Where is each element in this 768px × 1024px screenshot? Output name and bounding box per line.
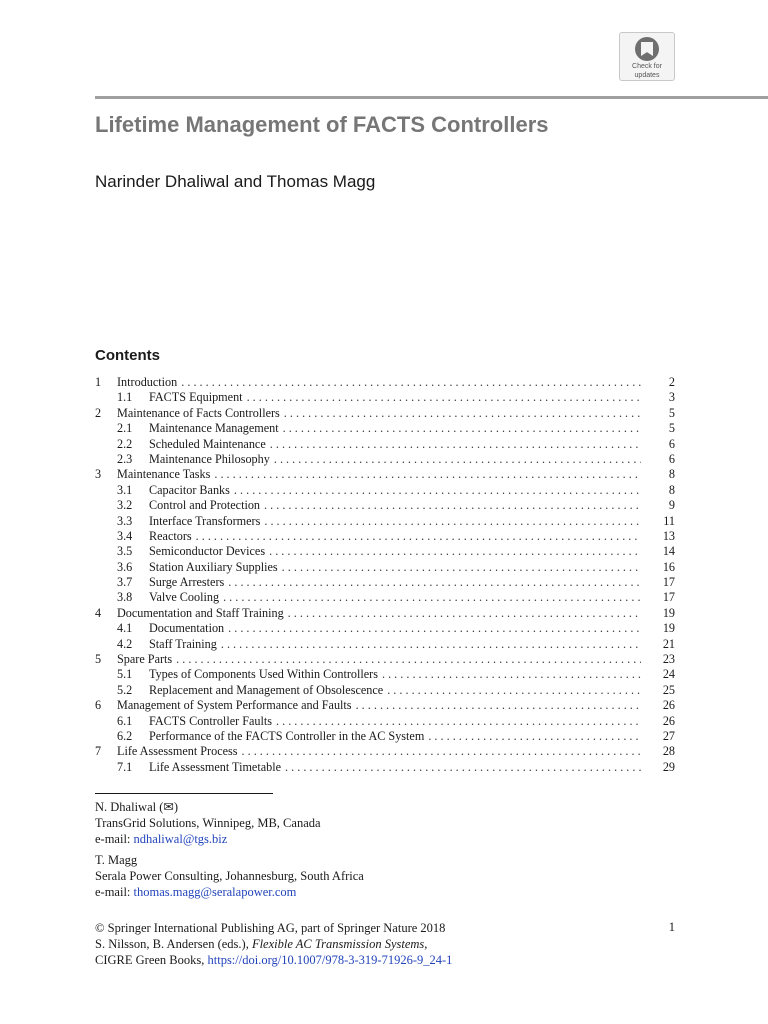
toc-leader-dots: [221, 637, 641, 652]
toc-number: 7.1: [117, 759, 133, 774]
author1-affiliation: TransGrid Solutions, Winnipeg, MB, Canada: [95, 816, 321, 830]
toc-entry[interactable]: [95, 683, 675, 698]
toc-page: 17: [662, 590, 675, 605]
book-citation-line: [95, 936, 452, 952]
toc-number: 6: [95, 698, 102, 713]
toc-number: 3.3: [117, 513, 133, 528]
toc-label: Life Assessment Timetable: [149, 759, 282, 774]
bookmark-icon: [635, 37, 659, 61]
toc-page: 23: [662, 652, 675, 667]
editors: S. Nilsson, B. Andersen (eds.),: [95, 937, 252, 951]
toc-entry[interactable]: [95, 544, 675, 559]
toc-label: Capacitor Banks: [149, 482, 230, 497]
toc-number: 5.2: [117, 682, 133, 697]
badge-line1: Check for: [632, 63, 662, 70]
toc-entry[interactable]: [95, 575, 675, 590]
doi-line: [95, 952, 452, 968]
toc-label: FACTS Equipment: [149, 390, 243, 405]
toc-leader-dots: [214, 467, 641, 482]
author1-email-link[interactable]: ndhaliwal@tgs.biz: [133, 832, 228, 846]
toc-label: Staff Training: [149, 636, 217, 651]
toc-page: 29: [662, 759, 675, 774]
toc-label: Scheduled Maintenance: [149, 436, 266, 451]
toc-number: 3.5: [117, 544, 133, 559]
toc-entry[interactable]: [95, 514, 675, 529]
toc-page: 11: [663, 513, 675, 528]
toc-label: Control and Protection: [149, 498, 261, 513]
toc-leader-dots: [242, 744, 641, 759]
toc-leader-dots: [382, 667, 641, 682]
toc-page: 5: [668, 405, 675, 420]
author2-name: T. Magg: [95, 853, 138, 867]
toc-page: 8: [668, 467, 675, 482]
series-name: CIGRE Green Books,: [95, 953, 208, 967]
toc-page: 26: [662, 713, 675, 728]
toc-label: FACTS Controller Faults: [149, 713, 273, 728]
toc-page: 3: [668, 390, 675, 405]
toc-number: 6.2: [117, 728, 133, 743]
toc-entry[interactable]: [95, 621, 675, 636]
toc-number: 3.6: [117, 559, 133, 574]
toc-label: Spare Parts: [117, 652, 173, 667]
toc-leader-dots: [270, 437, 641, 452]
toc-entry[interactable]: [95, 421, 675, 436]
toc-number: 2.2: [117, 436, 133, 451]
toc-leader-dots: [264, 514, 641, 529]
toc-entry[interactable]: [95, 406, 675, 421]
toc-entry[interactable]: [95, 667, 675, 682]
toc-number: 7: [95, 744, 102, 759]
toc-number: 3: [95, 467, 102, 482]
toc-number: 3.2: [117, 498, 133, 513]
toc-label: Maintenance of Facts Controllers: [117, 405, 280, 420]
toc-label: Semiconductor Devices: [149, 544, 266, 559]
toc-label: Valve Cooling: [149, 590, 220, 605]
toc-number: 4.2: [117, 636, 133, 651]
toc-leader-dots: [283, 421, 641, 436]
toc-page: 19: [662, 605, 675, 620]
toc-entry[interactable]: [95, 744, 675, 759]
book-title: Flexible AC Transmission Systems: [251, 937, 425, 951]
toc-number: 1.1: [117, 390, 133, 405]
toc-leader-dots: [285, 760, 641, 775]
toc-entry[interactable]: [95, 529, 675, 544]
toc-leader-dots: [282, 560, 641, 575]
copyright-block: [95, 920, 452, 968]
toc-number: 5.1: [117, 667, 133, 682]
email-prefix: e-mail:: [95, 832, 134, 846]
toc-label: Documentation: [149, 621, 225, 636]
toc-page: 25: [662, 682, 675, 697]
toc-page: 13: [662, 528, 675, 543]
toc-entry[interactable]: [95, 729, 675, 744]
toc-number: 4.1: [117, 621, 133, 636]
toc-number: 3.7: [117, 575, 133, 590]
toc-leader-dots: [228, 621, 641, 636]
toc-leader-dots: [428, 729, 641, 744]
toc-leader-dots: [269, 544, 641, 559]
author2-affiliation: Serala Power Consulting, Johannesburg, South Africa: [95, 869, 364, 883]
toc-leader-dots: [274, 452, 641, 467]
toc-leader-dots: [356, 698, 641, 713]
toc-leader-dots: [247, 390, 641, 405]
chapter-title: Lifetime Management of FACTS Controllers: [95, 112, 549, 137]
toc-entry[interactable]: [95, 652, 675, 667]
footnote-rule: [95, 793, 273, 794]
toc-label: Interface Transformers: [149, 513, 261, 528]
toc-entry[interactable]: [95, 714, 675, 729]
toc-label: Maintenance Philosophy: [149, 451, 270, 466]
toc-page: 16: [662, 559, 675, 574]
author2-email-link[interactable]: thomas.magg@seralapower.com: [133, 885, 297, 899]
toc-label: Documentation and Staff Training: [117, 605, 284, 620]
toc-label: Life Assessment Process: [117, 744, 238, 759]
toc-leader-dots: [228, 575, 641, 590]
toc-entry[interactable]: [95, 606, 675, 621]
toc-leader-dots: [196, 529, 641, 544]
toc-leader-dots: [264, 498, 641, 513]
toc-entry[interactable]: [95, 637, 675, 652]
toc-label: Reactors: [149, 528, 192, 543]
toc-number: 5: [95, 652, 102, 667]
toc-leader-dots: [181, 375, 641, 390]
toc-number: 4: [95, 605, 102, 620]
toc-number: 2.1: [117, 421, 133, 436]
doi-link[interactable]: https://doi.org/10.1007/978-3-319-71926-9_24-1: [207, 953, 453, 967]
toc-entry[interactable]: [95, 390, 675, 405]
toc-label: Surge Arresters: [149, 575, 225, 590]
toc-page: 14: [662, 544, 675, 559]
toc-page: 8: [668, 482, 675, 497]
toc-leader-dots: [223, 590, 641, 605]
toc-entry[interactable]: [95, 483, 675, 498]
email-prefix: e-mail:: [95, 885, 134, 899]
toc-label: Types of Components Used Within Controllers: [149, 667, 378, 682]
toc-page: 26: [662, 698, 675, 713]
toc-page: 21: [662, 636, 675, 651]
toc-label: Replacement and Management of Obsolescence: [149, 682, 384, 697]
page-number: 1: [668, 920, 675, 934]
toc-page: 6: [668, 436, 675, 451]
chapter-authors: Narinder Dhaliwal and Thomas Magg: [95, 172, 376, 191]
toc-entry[interactable]: [95, 467, 675, 482]
toc-page: 6: [668, 451, 675, 466]
toc-label: Maintenance Tasks: [117, 467, 211, 482]
toc-page: 28: [662, 744, 675, 759]
toc-number: 2.3: [117, 451, 133, 466]
author1-name: N. Dhaliwal (✉): [95, 800, 179, 814]
toc-number: 6.1: [117, 713, 133, 728]
toc-number: 2: [95, 405, 102, 420]
toc-leader-dots: [288, 606, 641, 621]
toc-entry[interactable]: [95, 437, 675, 452]
toc-page: 9: [668, 498, 675, 513]
toc-leader-dots: [284, 406, 641, 421]
toc-page: 24: [662, 667, 675, 682]
copyright-line: © Springer International Publishing AG, part of Springer Nature 2018: [95, 921, 446, 935]
toc-number: 3.1: [117, 482, 133, 497]
toc-page: 5: [668, 421, 675, 436]
toc-leader-dots: [276, 714, 641, 729]
author2-email-line: [95, 884, 296, 900]
comma: ,: [424, 937, 428, 951]
toc-entry[interactable]: [95, 560, 675, 575]
toc-entry[interactable]: [95, 590, 675, 605]
toc-page: 27: [662, 728, 675, 743]
check-for-updates-badge[interactable]: [619, 32, 675, 81]
toc-number: 1: [95, 375, 102, 389]
toc-entry[interactable]: [95, 452, 675, 467]
toc-label: Station Auxiliary Supplies: [149, 559, 278, 574]
toc-page: 19: [662, 621, 675, 636]
toc-entry[interactable]: [95, 698, 675, 713]
toc-entry[interactable]: [95, 498, 675, 513]
toc-leader-dots: [387, 683, 641, 698]
toc-entry[interactable]: [95, 375, 675, 390]
toc-label: Management of System Performance and Faults: [117, 698, 352, 713]
toc-page: 2: [668, 375, 675, 389]
contents-heading: Contents: [95, 347, 160, 364]
toc-number: 3.4: [117, 528, 133, 543]
table-of-contents: [95, 375, 675, 775]
author1-email-line: [95, 831, 227, 847]
toc-entry[interactable]: [95, 760, 675, 775]
header-rule: [95, 96, 768, 99]
toc-leader-dots: [176, 652, 641, 667]
toc-number: 3.8: [117, 590, 133, 605]
toc-label: Maintenance Management: [149, 421, 279, 436]
toc-page: 17: [662, 575, 675, 590]
toc-label: Performance of the FACTS Controller in the AC System: [149, 728, 425, 743]
toc-label: Introduction: [117, 375, 178, 389]
toc-leader-dots: [234, 483, 641, 498]
badge-line2: updates: [634, 72, 660, 79]
